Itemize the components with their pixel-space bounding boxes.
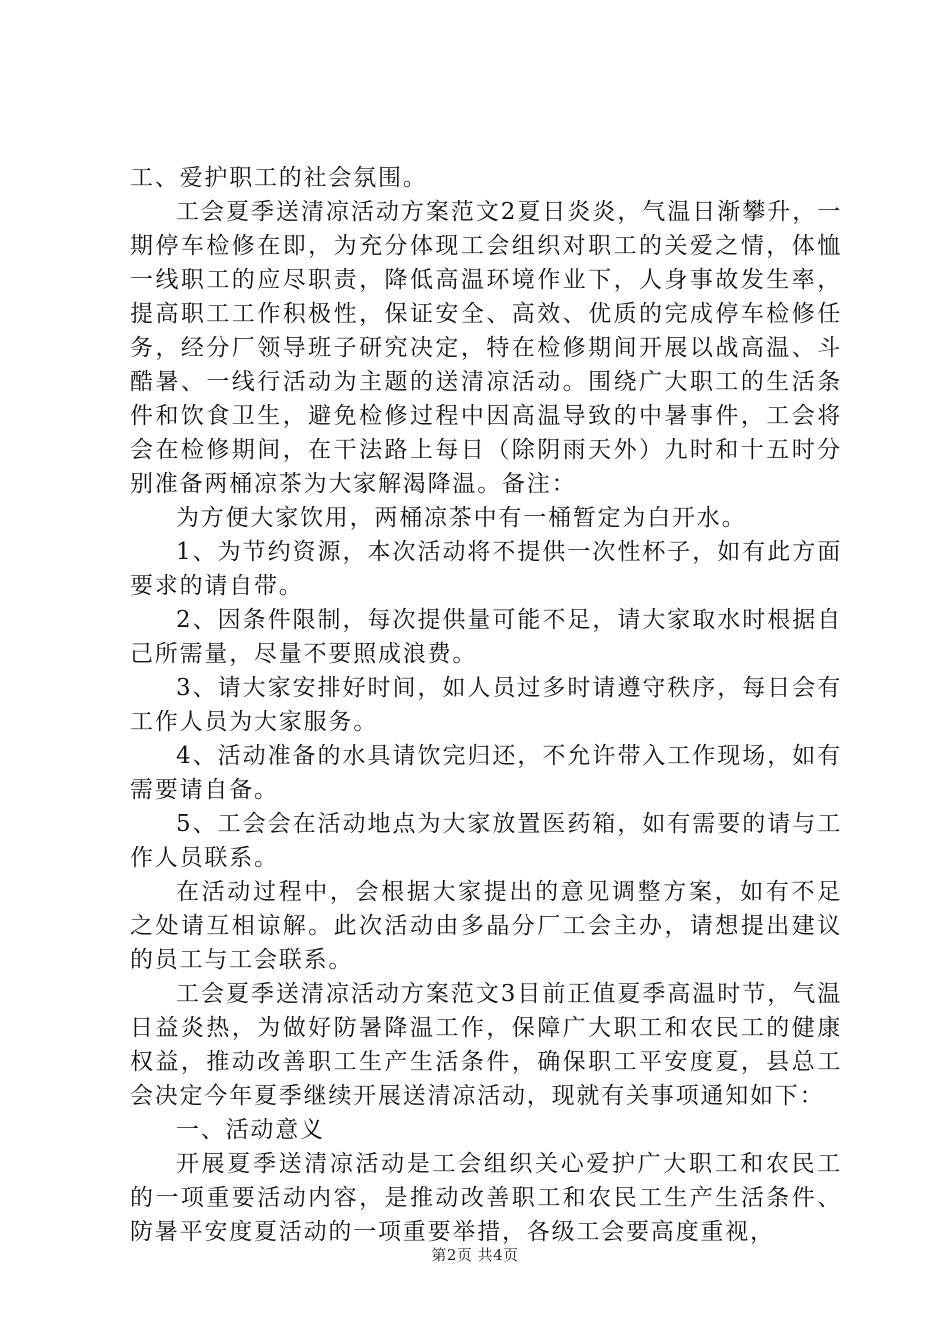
paragraph-continuation: 工、爱护职工的社会氛围。 (130, 165, 428, 191)
document-body (130, 161, 842, 1249)
paragraph-significance: 开展夏季送清凉活动是工会组织关心爱护广大职工和农民工的一项重要活动内容，是推动改善职工和农民工生产生活条件、防暑平安度夏活动的一项重要举措，各级工会要高度重视， (130, 1151, 842, 1245)
paragraph-note: 为方便大家饮用，两桶凉茶中有一桶暂定为白开水。 (176, 505, 747, 531)
paragraph-plan-3-intro: 工会夏季送清凉活动方案范文3目前正值夏季高温时节，气温日益炎热，为做好防暑降温工作，保障广大职工和农民工的健康权益，推动改善职工生产生活条件，确保职工平安度夏，县总工会决定今年夏季继续开展送清凉活动，现就有关事项通知如下： (130, 981, 842, 1109)
section-heading: 一、活动意义 (176, 1117, 325, 1143)
paragraph-item-5: 5、工会会在活动地点为大家放置医药箱，如有需要的请与工作人员联系。 (130, 811, 842, 871)
page-footer: 第2页 共4页 (431, 1246, 519, 1264)
paragraph-item-4: 4、活动准备的水具请饮完归还，不允许带入工作现场，如有需要请自备。 (130, 743, 842, 803)
paragraph-closing: 在活动过程中，会根据大家提出的意见调整方案，如有不足之处请互相谅解。此次活动由多晶分厂工会主办，请想提出建议的员工与工会联系。 (130, 879, 842, 973)
paragraph-item-3: 3、请大家安排好时间，如人员过多时请遵守秩序，每日会有工作人员为大家服务。 (130, 675, 842, 735)
paragraph-item-1: 1、为节约资源，本次活动将不提供一次性杯子，如有此方面要求的请自带。 (130, 539, 842, 599)
paragraph-item-2: 2、因条件限制，每次提供量可能不足，请大家取水时根据自己所需量，尽量不要照成浪费。 (130, 607, 842, 667)
paragraph-plan-2-intro: 工会夏季送清凉活动方案范文2夏日炎炎，气温日渐攀升，一期停车检修在即，为充分体现工会组织对职工的关爱之情，体恤一线职工的应尽职责，降低高温环境作业下，人身事故发生率，提高职工工作积极性，保证安全、高效、优质的完成停车检修任务，经分厂领导班子研究决定，特在检修期间开展以战高温、斗酷暑、一线行活动为主题的送清凉活动。围绕广大职工的生活条件和饮食卫生，避免检修过程中因高温导致的中暑事件，工会将会在检修期间，在干法路上每日（除阴雨天外）九时和十五时分别准备两桶凉茶为大家解渴降温。备注： (130, 199, 842, 497)
